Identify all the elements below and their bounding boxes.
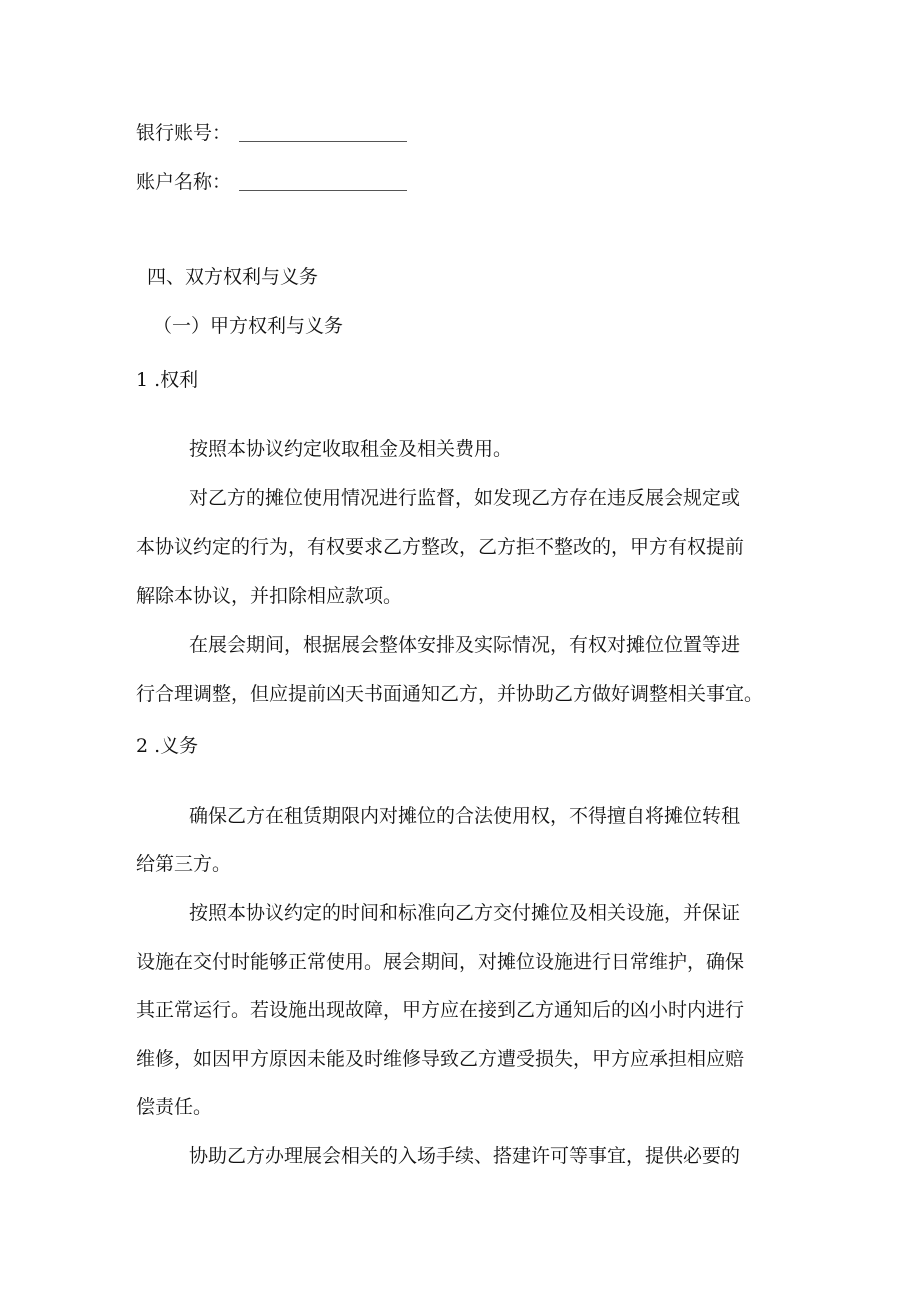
paragraph-line: 协助乙方办理展会相关的入场手续、搭建许可等事宜，提供必要的: [189, 1145, 741, 1167]
paragraph-line: 维修，如因甲方原因未能及时维修导致乙方遭受损失，甲方应承担相应赔: [136, 1048, 745, 1070]
paragraph-line: 其正常运行。若设施出现故障，甲方应在接到乙方通知后的凶小时内进行: [136, 999, 745, 1021]
paragraph-line: 行合理调整，但应提前凶天书面通知乙方，并协助乙方做好调整相关事宜。: [136, 683, 764, 705]
paragraph-line: 解除本协议，并扣除相应款项。: [136, 585, 403, 607]
paragraph-line: 本协议约定的行为，有权要求乙方整改，乙方拒不整改的，甲方有权提前: [136, 536, 745, 558]
paragraph-line: 按照本协议约定的时间和标准向乙方交付摊位及相关设施，并保证: [189, 902, 741, 924]
paragraph-line: 确保乙方在租赁期限内对摊位的合法使用权，不得擅自将摊位转租: [189, 805, 741, 827]
bank-account-label: 银行账号：: [136, 122, 232, 144]
account-name-label: 账户名称：: [136, 171, 232, 193]
account-name-field: [136, 173, 407, 192]
paragraph-line: 按照本协议约定收取租金及相关费用。: [189, 438, 513, 460]
section-title: 四、双方权利与义务: [147, 266, 319, 288]
bank-account-field: [136, 124, 407, 143]
paragraph-line: 给第三方。: [136, 853, 232, 875]
account-name-value: [239, 189, 407, 191]
item2-heading: 2 .义务: [136, 735, 199, 757]
bank-account-value: [239, 140, 407, 142]
subsection-title: （一）甲方权利与义务: [153, 315, 344, 337]
paragraph-line: 设施在交付时能够正常使用。展会期间，对摊位设施进行日常维护，确保: [136, 951, 745, 973]
paragraph-line: 对乙方的摊位使用情况进行监督，如发现乙方存在违反展会规定或: [189, 487, 741, 509]
paragraph-line: 偿责任。: [136, 1096, 213, 1118]
paragraph-line: 在展会期间，根据展会整体安排及实际情况，有权对摊位位置等进: [189, 634, 741, 656]
item1-heading: 1 .权利: [136, 369, 199, 391]
